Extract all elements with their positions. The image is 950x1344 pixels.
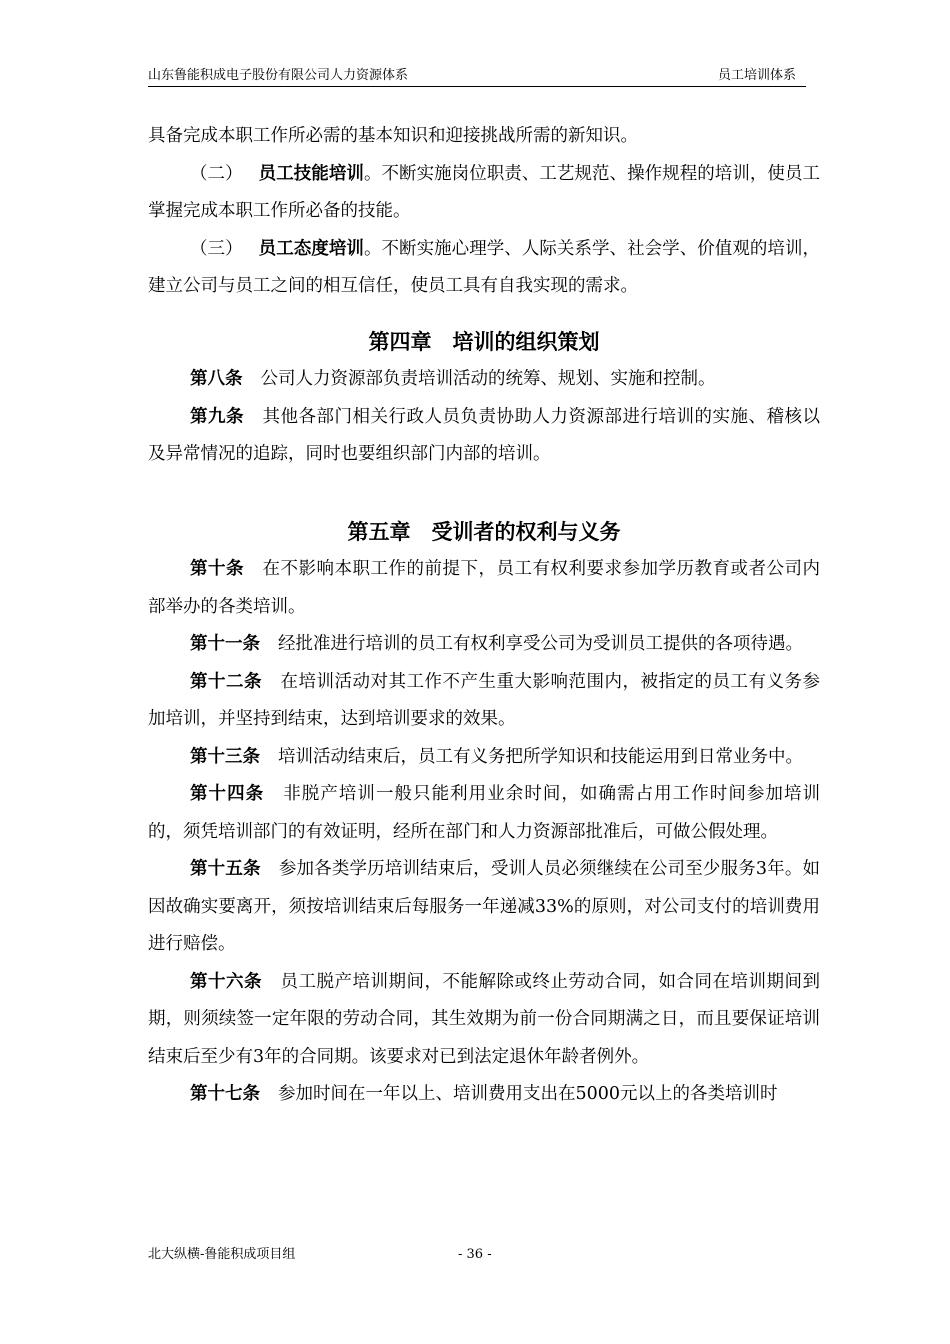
chapter-5-title: 第五章 受训者的权利与义务	[347, 519, 621, 544]
footer-project: 北大纵横-鲁能积成项目组	[148, 1247, 296, 1262]
article-label: 第十三条	[190, 746, 260, 767]
article-text: 员工脱产培训期间，不能解除或终止劳动合同，如合同在培训期间到期，则须续签一定年限的劳动合同，其生效期为前一份合同期满之日，而且要保证培训结束后至少有3年的合同期。该要求对已到法定退休年龄者例外。	[148, 971, 820, 1067]
article-label: 第十二条	[190, 671, 262, 692]
article-9	[148, 399, 820, 474]
page-header	[148, 68, 806, 87]
article-16	[148, 964, 820, 1077]
article-text: 培训活动结束后，员工有义务把所学知识和技能运用到日常业务中。	[278, 746, 803, 767]
article-12	[148, 664, 820, 739]
article-label: 第八条	[190, 369, 243, 389]
page-number: - 36 -	[458, 1247, 492, 1262]
item-text: 。不断实施心理学、人际关系学、社会学、价值观的培训，建立公司与员工之间的相互信任，使员工具有自我实现的需求。	[148, 238, 821, 296]
article-17	[148, 1076, 820, 1114]
chapter-4-title: 第四章 培训的组织策划	[368, 329, 600, 354]
training-item-skill	[148, 156, 820, 231]
article-text: 参加时间在一年以上、培训费用支出在5000元以上的各类培训时	[278, 1084, 778, 1104]
page-body	[148, 118, 820, 1114]
header-company: 山东鲁能积成电子股份有限公司人力资源体系	[148, 68, 409, 83]
article-text: 经批准进行培训的员工有权利享受公司为受训员工提供的各项待遇。	[278, 634, 803, 654]
article-label: 第十七条	[190, 1084, 260, 1104]
article-label: 第九条	[190, 406, 244, 427]
article-14	[148, 776, 820, 851]
article-text: 参加各类学历培训结束后，受训人员必须继续在公司至少服务3年。如因故确实要离开，须按培训结束后每服务一年递减33%的原则，对公司支付的培训费用进行赔偿。	[148, 859, 820, 954]
training-item-attitude	[148, 231, 820, 306]
article-text: 公司人力资源部负责培训活动的统筹、规划、实施和控制。	[260, 369, 716, 389]
intro-paragraph: 具备完成本职工作所必需的基本知识和迎接挑战所需的新知识。	[148, 126, 638, 146]
item-title: 员工技能培训	[258, 163, 364, 184]
article-label: 第十条	[190, 559, 244, 579]
article-text: 在培训活动对其工作不产生重大影响范围内，被指定的员工有义务参加培训，并坚持到结束，达到培训要求的效果。	[148, 671, 820, 729]
article-11	[148, 626, 820, 664]
article-label: 第十五条	[190, 859, 261, 879]
article-13	[148, 739, 820, 777]
item-title: 员工态度培训	[258, 238, 364, 259]
article-text: 在不影响本职工作的前提下，员工有权利要求参加学历教育或者公司内部举办的各类培训。	[148, 559, 820, 617]
article-label: 第十四条	[190, 784, 265, 804]
item-text: 。不断实施岗位职责、工艺规范、操作规程的培训，使员工掌握完成本职工作所必备的技能。	[148, 163, 821, 221]
article-label: 第十六条	[190, 971, 262, 992]
article-text: 非脱产培训一般只能利用业余时间，如确需占用工作时间参加培训的，须凭培训部门的有效证明，经所在部门和人力资源部批准后，可做公假处理。	[148, 784, 821, 842]
article-8	[148, 361, 820, 399]
article-label: 第十一条	[190, 634, 260, 654]
item-number: （三）	[190, 238, 243, 259]
header-section: 员工培训体系	[717, 68, 796, 83]
item-number: （二）	[190, 163, 243, 184]
article-text: 其他各部门相关行政人员负责协助人力资源部进行培训的实施、稽核以及异常情况的追踪，同时也要组织部门内部的培训。	[148, 406, 820, 464]
article-10	[148, 551, 820, 626]
article-15	[148, 851, 820, 964]
